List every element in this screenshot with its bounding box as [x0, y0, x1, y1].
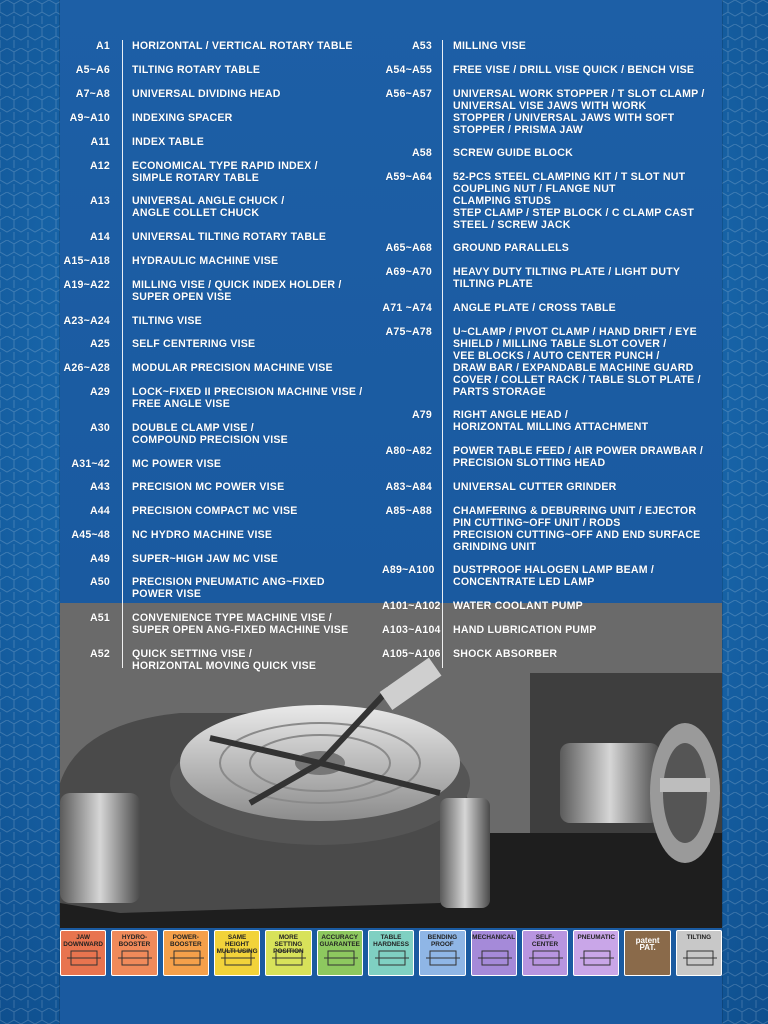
feature-icon-label: PNEUMATIC	[577, 934, 616, 941]
page-code: A31~42	[71, 458, 110, 470]
page-code: A75~A78	[385, 326, 432, 338]
page-code: A26~A28	[63, 362, 110, 374]
page-code: A52	[89, 648, 110, 660]
product-description: PRECISION COMPACT MC VISE	[132, 505, 298, 517]
product-description: TILTING ROTARY TABLE	[132, 64, 261, 76]
hydro-booster-icon	[111, 930, 157, 976]
product-description: CONVENIENCE TYPE MACHINE VISE / SUPER OPEN ANG-FIXED MACHINE VISE	[132, 612, 349, 636]
page-code: A29	[89, 386, 110, 398]
product-description: UNIVERSAL ANGLE CHUCK / ANGLE COLLET CHUCK	[132, 195, 285, 219]
accuracy-icon	[317, 930, 363, 976]
page-code: A25	[89, 338, 110, 350]
page-code: A71 ~A74	[382, 302, 432, 314]
table-hardness-icon	[368, 930, 414, 976]
jaw-downward-icon	[60, 930, 106, 976]
product-description: UNIVERSAL WORK STOPPER / T SLOT CLAMP / UNIVERSAL VISE JAWS WITH WORK STOPPER / UNIVERSAL JAWS WITH SOFT STOPPER / PRISMA JAW	[453, 88, 705, 136]
page-code: A80~A82	[385, 445, 432, 457]
feature-icon-label: TILTING	[686, 934, 712, 941]
product-description: SHOCK ABSORBER	[453, 648, 558, 660]
product-description: HYDRAULIC MACHINE VISE	[132, 255, 279, 267]
product-description: ANGLE PLATE / CROSS TABLE	[453, 302, 616, 314]
page-code: A54~A55	[385, 64, 432, 76]
product-description: SELF CENTERING VISE	[132, 338, 256, 350]
page-code: A105~A106	[382, 648, 441, 660]
product-description: FREE VISE / DRILL VISE QUICK / BENCH VISE	[453, 64, 695, 76]
feature-icon-label: MORE SETTING POSITION	[273, 934, 304, 955]
page-code: A56~A57	[385, 88, 432, 100]
product-description: SCREW GUIDE BLOCK	[453, 147, 573, 159]
product-description: HAND LUBRICATION PUMP	[453, 624, 597, 636]
product-description: ECONOMICAL TYPE RAPID INDEX / SIMPLE ROTARY TABLE	[132, 160, 318, 184]
product-description: DUSTPROOF HALOGEN LAMP BEAM / CONCENTRATE LED LAMP	[453, 564, 655, 588]
product-description: HORIZONTAL / VERTICAL ROTARY TABLE	[132, 40, 353, 52]
page-code: A11	[90, 136, 110, 148]
page-code: A1	[96, 40, 110, 52]
page-code: A49	[89, 553, 110, 565]
left-divider	[122, 40, 123, 668]
page-code: A30	[89, 422, 110, 434]
feature-icon-label: SAME HEIGHT MULTI USING	[216, 934, 258, 955]
page-code: A44	[89, 505, 110, 517]
setting-position-icon	[265, 930, 311, 976]
tilting-icon	[676, 930, 722, 976]
page-code: A83~A84	[385, 481, 432, 493]
page-code: A5~A6	[75, 64, 110, 76]
page-code: A85~A88	[385, 505, 432, 517]
product-description: INDEXING SPACER	[132, 112, 233, 124]
page-code: A53	[411, 40, 432, 52]
product-description: GROUND PARALLELS	[453, 242, 570, 254]
product-description: QUICK SETTING VISE / HORIZONTAL MOVING QUICK VISE	[132, 648, 317, 672]
page-code: A45~48	[71, 529, 110, 541]
product-description: U~CLAMP / PIVOT CLAMP / HAND DRIFT / EYE SHIELD / MILLING TABLE SLOT COVER / VEE BLOCKS / AUTO CENTER PUNCH / DRAW BAR / EXPANDABLE MACHINE GUARD COVER / COLLET RACK / TABLE SLOT PLATE / PARTS STORAGE	[453, 326, 701, 398]
same-height-icon	[214, 930, 260, 976]
page-code: A13	[89, 195, 110, 207]
product-description: UNIVERSAL TILTING ROTARY TABLE	[132, 231, 327, 243]
page-code: A7~A8	[75, 88, 110, 100]
power-booster-icon	[163, 930, 209, 976]
page-code: A101~A102	[382, 600, 441, 612]
product-description: 52-PCS STEEL CLAMPING KIT / T SLOT NUT COUPLING NUT / FLANGE NUT CLAMPING STUDS STEP CLAMP / STEP BLOCK / C CLAMP CAST STEEL / SCREW JACK	[453, 171, 695, 231]
page-code: A69~A70	[385, 266, 432, 278]
product-description: POWER TABLE FEED / AIR POWER DRAWBAR / PRECISION SLOTTING HEAD	[453, 445, 704, 469]
product-description: NC HYDRO MACHINE VISE	[132, 529, 273, 541]
page-code: A89~A100	[382, 564, 435, 576]
page-code: A65~A68	[385, 242, 432, 254]
product-description: INDEX TABLE	[132, 136, 205, 148]
right-divider	[442, 40, 443, 668]
patent-icon	[624, 930, 670, 976]
product-description: PRECISION MC POWER VISE	[132, 481, 285, 493]
page-code: A23~A24	[63, 315, 110, 327]
product-description: WATER COOLANT PUMP	[453, 600, 583, 612]
feature-icon-label: HYDRO- BOOSTER	[118, 934, 151, 948]
product-description: UNIVERSAL DIVIDING HEAD	[132, 88, 281, 100]
product-description: UNIVERSAL CUTTER GRINDER	[453, 481, 617, 493]
page-code: A103~A104	[382, 624, 441, 636]
page-code: A12	[89, 160, 110, 172]
product-description: LOCK~FIXED II PRECISION MACHINE VISE / FREE ANGLE VISE	[132, 386, 363, 410]
product-description: SUPER~HIGH JAW MC VISE	[132, 553, 278, 565]
feature-icon-label: SELF- CENTER	[531, 934, 559, 948]
pneumatic-icon	[573, 930, 619, 976]
feature-icon-label: TABLE HARDNESS	[373, 934, 409, 948]
page-code: A50	[89, 576, 110, 588]
product-description: MC POWER VISE	[132, 458, 222, 470]
page-code: A51	[89, 612, 110, 624]
feature-icon-label: ACCURACY GUARANTEE	[319, 934, 360, 948]
page-code: A9~A10	[69, 112, 110, 124]
page-code: A79	[411, 409, 432, 421]
product-description: MILLING VISE / QUICK INDEX HOLDER / SUPER OPEN VISE	[132, 279, 342, 303]
page-code: A43	[89, 481, 110, 493]
bending-proof-icon	[419, 930, 465, 976]
page-code: A59~A64	[385, 171, 432, 183]
mechanical-icon	[471, 930, 517, 976]
product-description: PRECISION PNEUMATIC ANG~FIXED POWER VISE	[132, 576, 325, 600]
page-code: A14	[89, 231, 110, 243]
product-description: MODULAR PRECISION MACHINE VISE	[132, 362, 333, 374]
feature-icon-label: BENDING PROOF	[427, 934, 458, 948]
product-description: CHAMFERING & DEBURRING UNIT / EJECTOR PIN CUTTING~OFF UNIT / RODS PRECISION CUTTING~OFF AND END SURFACE GRINDING UNIT	[453, 505, 701, 553]
product-description: DOUBLE CLAMP VISE / COMPOUND PRECISION VISE	[132, 422, 288, 446]
feature-icon-label: MECHANICAL	[472, 934, 516, 941]
page-code: A19~A22	[63, 279, 110, 291]
feature-icon-label: POWER- BOOSTER	[169, 934, 202, 948]
product-description: RIGHT ANGLE HEAD / HORIZONTAL MILLING ATTACHMENT	[453, 409, 649, 433]
feature-icons-bar	[60, 930, 722, 980]
product-description: TILTING VISE	[132, 315, 202, 327]
page-code: A58	[411, 147, 432, 159]
product-description: HEAVY DUTY TILTING PLATE / LIGHT DUTY TILTING PLATE	[453, 266, 681, 290]
feature-icon-label: JAW DOWNWARD	[63, 934, 104, 948]
page-code: A15~A18	[63, 255, 110, 267]
feature-icon-label: patent PAT.	[635, 936, 660, 952]
self-center-icon	[522, 930, 568, 976]
product-description: MILLING VISE	[453, 40, 527, 52]
